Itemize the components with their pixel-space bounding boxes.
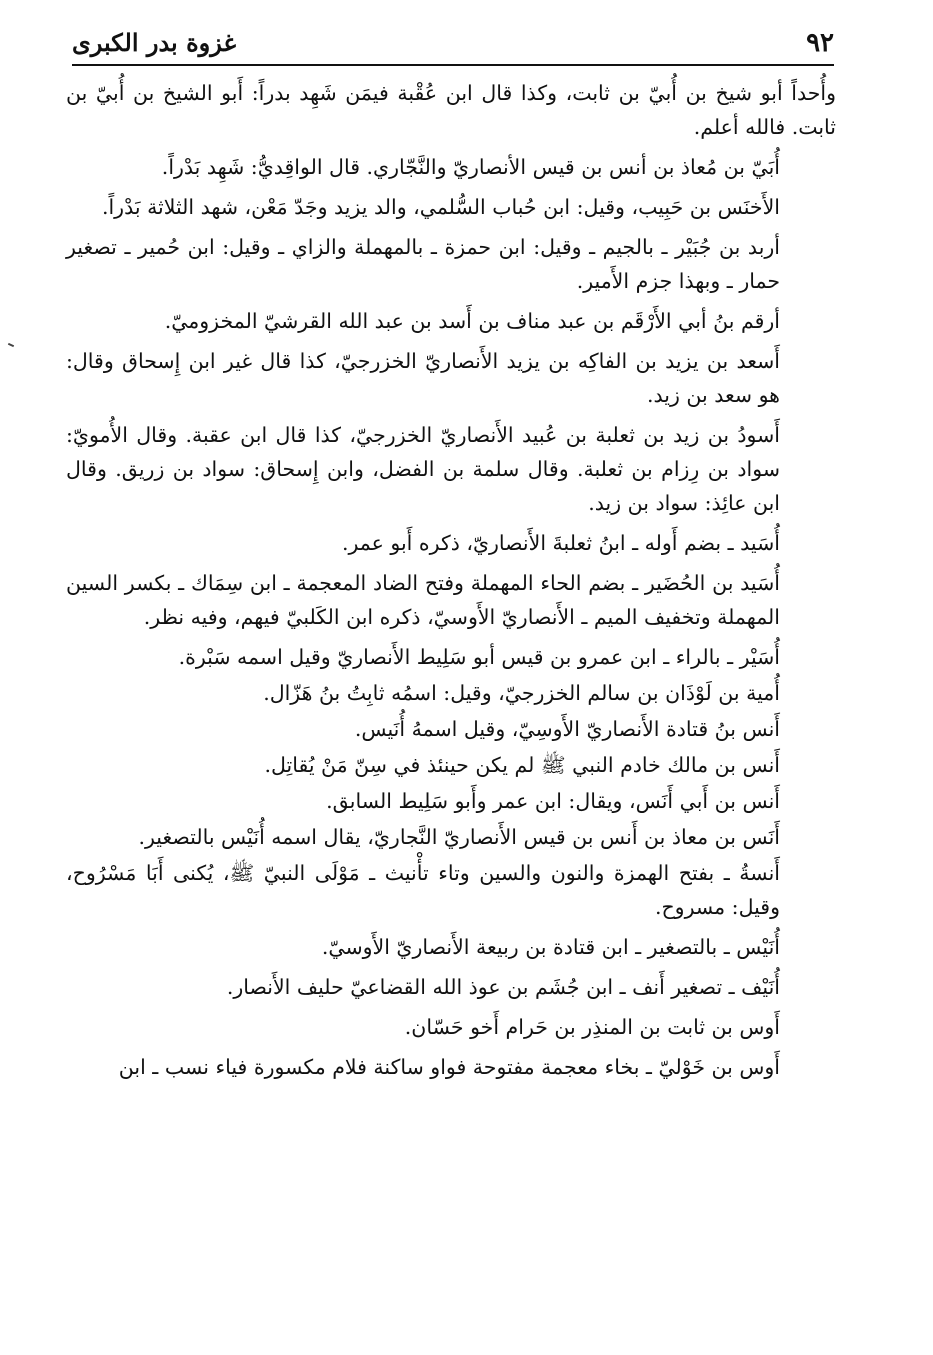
entry-paragraph: أَنسةُ ـ بفتح الهمزة والنون والسين وتاء تأْنيث ـ مَوْلَى النبيّ ﷺ، يُكنى أَبَا مَسْرُوح، وقيل: مسروح. — [66, 861, 780, 919]
entry-paragraph: أَنس بنُ قتادة الأَنصاريّ الأَوسِيّ، وقيل اسمهُ أُنَيس. — [354, 717, 780, 741]
entry-paragraph: أرقم بنُ أبي الأَرْقَم بن عبد مناف بن أَسد بن عبد الله القرشيّ المخزوميّ. — [164, 309, 780, 333]
entry-paragraph: أَوس بن خَوْليّ ـ بخاء معجمة مفتوحة فواو ساكنة فلام مكسورة فياء نسب ـ ابن — [118, 1055, 780, 1079]
entry-paragraph: أَسعد بن يزيد بن الفاكِه بن يزيد الأَنصاريّ الخزرجيّ، كذا قال غير ابن إِسحاق وقال: هو سعد بن زيد. — [66, 349, 780, 407]
entry-paragraph: وأُحداً أبو شيخ بن أُبيّ بن ثابت، وكذا قال ابن عُقْبة فيمَن شَهِد بدراً: أَبو الشيخ بن أُبيّ بن ثابت. فالله أعلم. — [66, 81, 836, 139]
entry-paragraph: أَسودُ بن زيد بن ثعلبة بن عُبيد الأَنصاريّ الخزرجيّ، كذا قال ابن عقبة. وقال الأُمويّ: سواد بن رِزام بن ثعلبة. وقال سلمة بن الفضل، وابن إِسحاق: سواد بن زريق. وقال ابن عائِذ: سواد بن زيد. — [66, 423, 780, 515]
entry-paragraph: أُمية بن لَوْذَان بن سالم الخزرجيّ، وقيل: اسمُه ثابِتُ بنُ هَزّال. — [263, 681, 780, 705]
entry-paragraph: أَنس بن مالك خادم النبي ﷺ لم يكن حينئذ في سِنّ مَنْ يُقاتِل. — [264, 753, 780, 777]
header-divider — [72, 64, 834, 66]
entry-paragraph: أَنَس بن معاذ بن أَنس بن قيس الأَنصاريّ النَّجاريّ، يقال اسمه أُنَيْس بالتصغير. — [138, 825, 780, 849]
entry-paragraph: أُسَيْر ـ بالراء ـ ابن عمرو بن قيس أبو سَلِيط الأَنصاريّ وقيل اسمه سَبْرة. — [178, 645, 780, 669]
margin-speck — [8, 343, 14, 347]
running-header — [72, 26, 834, 62]
entry-paragraph: أُسَيد ـ بضم أَوله ـ ابنُ ثعلبةَ الأَنصاريّ، ذكره أَبو عمر. — [341, 531, 780, 555]
entry-paragraph: أَوس بن ثابت بن المنذِر بن حَرام أَخو حَسّان. — [404, 1015, 780, 1039]
chapter-title: غزوة بدر الكبرى — [72, 28, 237, 57]
entry-paragraph: أُنَيْف ـ تصغير أَنف ـ ابن جُشَم بن عوذ الله القضاعيّ حليف الأَنصار. — [226, 975, 780, 999]
entry-paragraph: أَنس بن أَبي أَنَس، ويقال: ابن عمر وأَبو سَلِيط السابق. — [326, 789, 780, 813]
entry-paragraph: أربد بن جُبَيْر ـ بالجيم ـ وقيل: ابن حمزة ـ بالمهملة والزاي ـ وقيل: ابن حُمير ـ تصغير حمار ـ وبهذا جزم الأَمير. — [66, 235, 780, 293]
entry-paragraph: أُسَيد بن الحُضَير ـ بضم الحاء المهملة وفتح الضاد المعجمة ـ ابن سِمَاك ـ بكسر السين المهملة وتخفيف الميم ـ الأَنصاريّ الأَوسيّ، ذكره ابن الكَلبيّ فيهم، وفيه نظر. — [66, 571, 780, 629]
entry-paragraph: أُبَيّ بن مُعاذ بن أنس بن قيس الأنصاريّ والنَّجّاري. قال الواقِديُّ: شَهِد بَدْراً. — [161, 155, 780, 179]
entry-paragraph: أُنَيْس ـ بالتصغير ـ ابن قتادة بن ربيعة الأَنصاريّ الأَوسيّ. — [321, 935, 780, 959]
entry-paragraph: الأَخنَس بن حَبِيب، وقيل: ابن حُباب السُّلمي، والد يزيد وجَدّ مَعْن، شهد الثلاثة بَدْراً. — [101, 195, 780, 219]
page-number: ٩٢ — [806, 28, 834, 58]
page-body — [66, 76, 836, 1090]
